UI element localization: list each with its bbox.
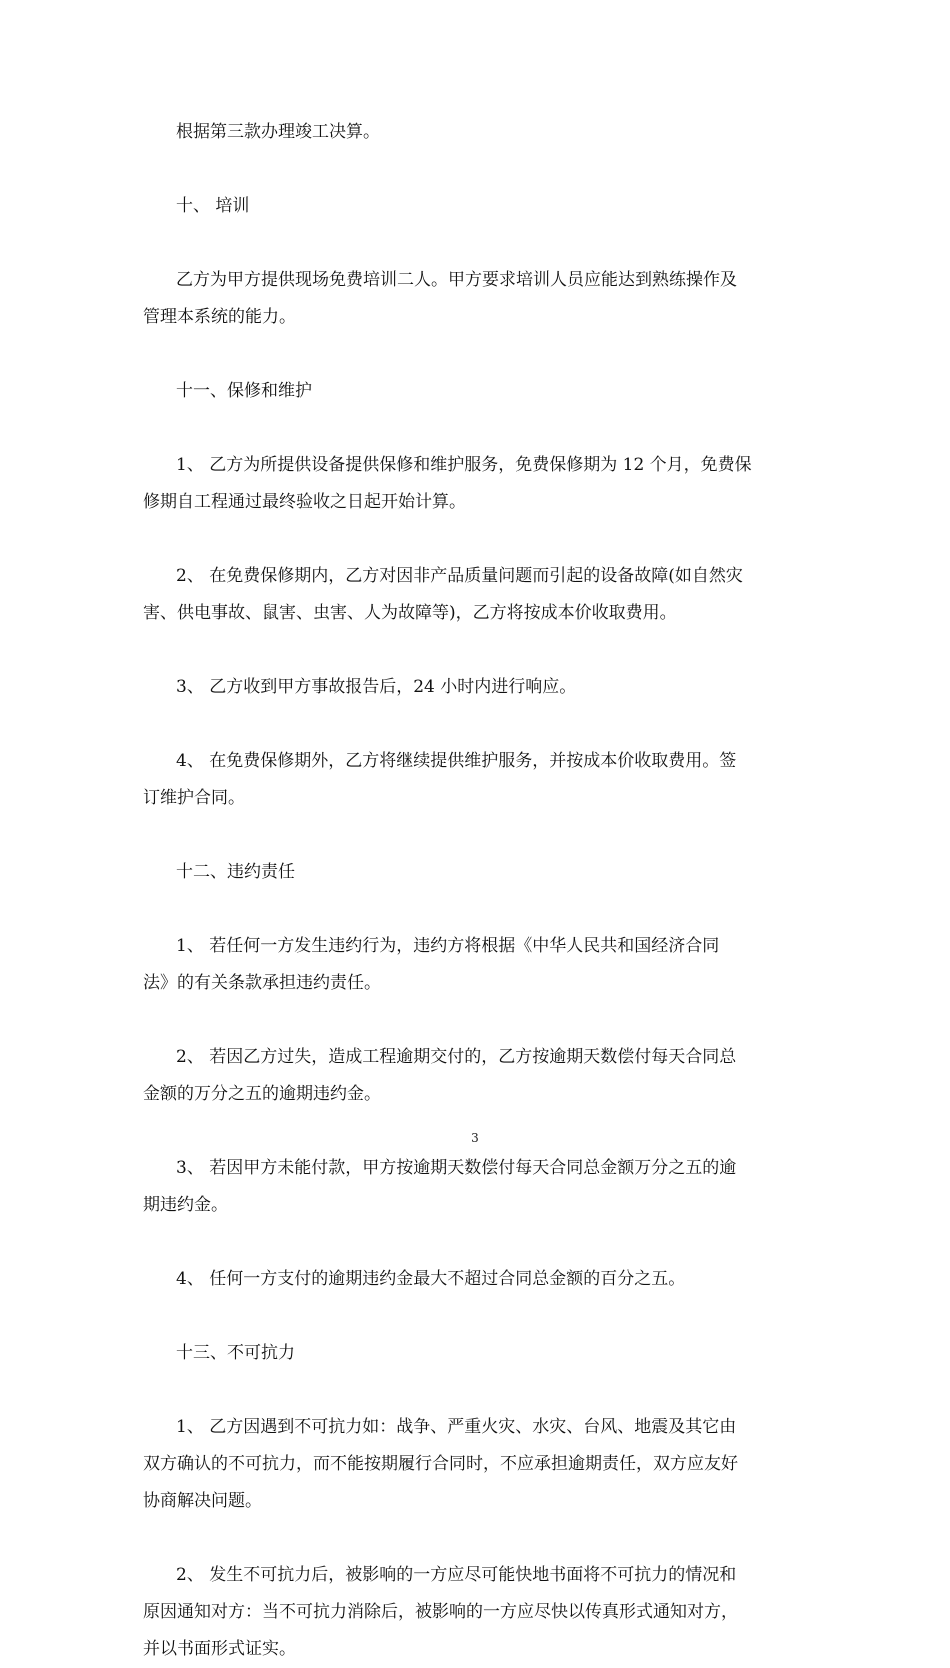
section-heading-force-majeure: 十三、不可抗力 <box>176 1343 295 1363</box>
paragraph-line: 协商解决问题。 <box>143 1491 262 1511</box>
paragraph-line: 4、 任何一方支付的逾期违约金最大不超过合同总金额的百分之五。 <box>176 1269 686 1289</box>
page-number: 3 <box>471 1131 479 1145</box>
paragraph-line: 1、 乙方为所提供设备提供保修和维护服务，免费保修期为 12 个月，免费保 <box>176 455 752 475</box>
paragraph-line: 法》的有关条款承担违约责任。 <box>143 973 381 993</box>
paragraph-line: 乙方为甲方提供现场免费培训二人。甲方要求培训人员应能达到熟练操作及 <box>176 270 737 290</box>
paragraph-line: 2、 若因乙方过失，造成工程逾期交付的，乙方按逾期天数偿付每天合同总 <box>176 1047 737 1067</box>
paragraph-line: 管理本系统的能力。 <box>143 307 296 327</box>
paragraph-line: 2、 发生不可抗力后，被影响的一方应尽可能快地书面将不可抗力的情况和 <box>176 1565 737 1585</box>
paragraph-line: 金额的万分之五的逾期违约金。 <box>143 1084 381 1104</box>
paragraph-line: 订维护合同。 <box>143 788 245 808</box>
paragraph-line: 害、供电事故、鼠害、虫害、人为故障等)，乙方将按成本价收取费用。 <box>143 603 677 623</box>
section-heading-liability: 十二、违约责任 <box>176 862 295 882</box>
paragraph-line: 1、 若任何一方发生违约行为，违约方将根据《中华人民共和国经济合同 <box>176 936 720 956</box>
paragraph-line: 期违约金。 <box>143 1195 228 1215</box>
section-heading-training: 十、 培训 <box>176 196 250 216</box>
paragraph-line: 1、 乙方因遇到不可抗力如：战争、严重火灾、水灾、台风、地震及其它由 <box>176 1417 737 1437</box>
document-body <box>143 114 807 1668</box>
paragraph-line: 修期自工程通过最终验收之日起开始计算。 <box>143 492 466 512</box>
paragraph-line: 3、 若因甲方未能付款，甲方按逾期天数偿付每天合同总金额万分之五的逾 <box>176 1158 737 1178</box>
section-heading-warranty: 十一、保修和维护 <box>176 381 312 401</box>
paragraph-line: 原因通知对方：当不可抗力消除后，被影响的一方应尽快以传真形式通知对方， <box>143 1602 738 1622</box>
paragraph-line: 根据第三款办理竣工决算。 <box>176 122 380 142</box>
paragraph-line: 并以书面形式证实。 <box>143 1639 296 1659</box>
paragraph-line: 双方确认的不可抗力，而不能按期履行合同时，不应承担逾期责任，双方应友好 <box>143 1454 738 1474</box>
paragraph-line: 4、 在免费保修期外，乙方将继续提供维护服务，并按成本价收取费用。签 <box>176 751 737 771</box>
paragraph-line: 2、 在免费保修期内，乙方对因非产品质量问题而引起的设备故障(如自然灾 <box>176 566 743 586</box>
paragraph-line: 3、 乙方收到甲方事故报告后，24 小时内进行响应。 <box>176 677 577 697</box>
